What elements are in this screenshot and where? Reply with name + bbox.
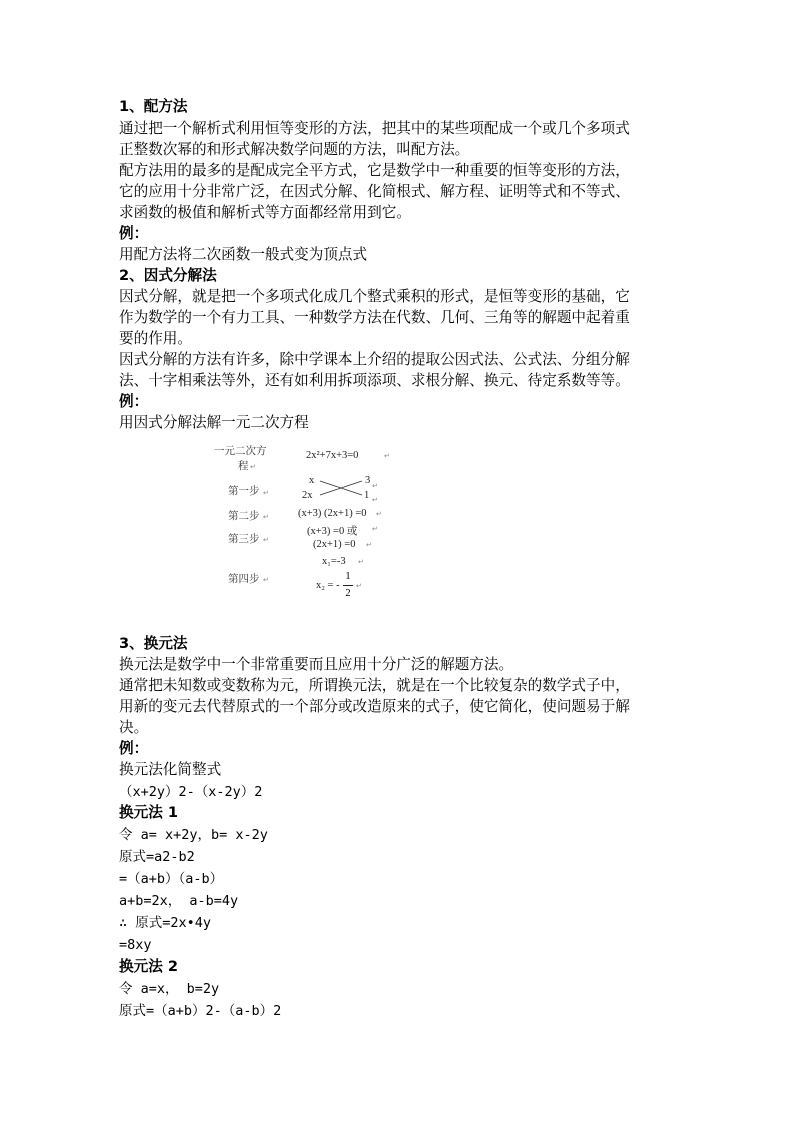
math-line: 原式=a2-b2 (119, 849, 195, 865)
math-line: =（a+b）（a-b） (119, 871, 224, 887)
paragraph-mark-icon: ↵ (356, 582, 362, 590)
paragraph-line: 通常把未知数或变数称为元，所谓换元法，就是在一个比较复杂的数学式子中， (119, 677, 630, 694)
paragraph-mark-icon: ↵ (372, 525, 378, 533)
paragraph-mark-icon: ↵ (263, 513, 269, 521)
paragraph-line: 它的应用十分非常广泛，在因式分解、化简根式、解方程、证明等式和不等式、 (119, 183, 630, 200)
example-text: 用因式分解法解一元二次方程 (119, 414, 309, 431)
math-line: a+b=2x， a-b=4y (119, 893, 239, 909)
paragraph-mark-icon: ↵ (372, 496, 378, 504)
step-expression: (2x+1) =0 (313, 539, 356, 550)
paragraph-mark-icon: ↵ (358, 558, 364, 566)
root-x1: x₁=-3 (322, 556, 346, 567)
paragraph-line: 换元法是数学中一个非常重要而且应用十分广泛的解题方法。 (119, 656, 514, 673)
paragraph-mark-icon: ↵ (263, 576, 269, 584)
example-text: 用配方法将二次函数一般式变为顶点式 (119, 246, 368, 263)
example-label: 例： (119, 225, 149, 242)
example-label: 例： (119, 393, 149, 410)
paragraph-line: 用新的变元去代替原式的一个部分或改造原来的式子，使它简化，使问题易于解 (119, 698, 630, 715)
paragraph-line: 作为数学的一个有力工具、一种数学方法在代数、几何、三角等的解题中起着重 (119, 309, 630, 326)
paragraph-mark-icon: ↵ (366, 541, 372, 549)
math-line: 令 a=x， b=2y (119, 981, 220, 997)
math-line: ∴ 原式=2x•4y (119, 915, 212, 931)
equation: 2x²+7x+3=0 (306, 450, 359, 461)
fraction-numerator: 1 (345, 571, 351, 582)
cross-term: x (309, 475, 315, 486)
step-label: 第三步 (228, 533, 260, 545)
fraction-bar (343, 585, 353, 586)
paragraph-line: 正整数次幂的和形式解决数学问题的方法，叫配方法。 (119, 141, 470, 158)
cross-term: 1 (364, 490, 370, 501)
math-line: 原式=（a+b）2-（a-b）2 (119, 1003, 282, 1019)
paragraph-line: 因式分解的方法有许多，除中学课本上介绍的提取公因式法、公式法、分组分解 (119, 351, 630, 368)
paragraph-mark-icon: ↵ (263, 489, 269, 497)
root-x2: x₂ = - (316, 580, 340, 591)
step-label: 一元二次方 (214, 445, 267, 457)
step-label: 第二步 (228, 510, 260, 522)
paragraph-line: 决。 (119, 719, 149, 736)
paragraph-line: 配方法用的最多的是配成完全平方式，它是数学中一种重要的恒等变形的方法， (119, 162, 630, 179)
paragraph-line: 通过把一个解析式利用恒等变形的方法，把其中的某些项配成一个或几个多项式 (119, 120, 630, 137)
step-expression: (x+3) =0 或 (307, 526, 358, 537)
paragraph-mark-icon: ↵ (372, 482, 378, 490)
paragraph-line: 求函数的极值和解析式等方面都经常用到它。 (119, 204, 411, 221)
math-expression: （x+2y）2-（x-2y）2 (119, 784, 263, 800)
math-line: =8xy (119, 937, 152, 953)
fraction-denominator: 2 (345, 588, 351, 599)
method-heading: 换元法 2 (119, 958, 179, 975)
method-heading: 换元法 1 (119, 804, 179, 821)
section-heading: 3、换元法 (119, 635, 188, 652)
paragraph-line: 因式分解，就是把一个多项式化成几个整式乘积的形式，是恒等变形的基础，它 (119, 288, 630, 305)
paragraph-mark-icon: ↵ (384, 452, 390, 460)
example-label: 例： (119, 740, 149, 757)
math-line: 令 a= x+2y，b= x-2y (119, 827, 268, 843)
paragraph-mark-icon: ↵ (376, 510, 382, 518)
cross-term: 3 (365, 475, 371, 486)
paragraph-mark-icon: ↵ (250, 463, 256, 471)
step-label: 第四步 (228, 573, 260, 585)
step-label: 程 (238, 460, 249, 472)
section-heading: 1、配方法 (119, 98, 188, 115)
paragraph-mark-icon: ↵ (263, 536, 269, 544)
paragraph-line: 法、十字相乘法等外，还有如利用拆项添项、求根分解、换元、待定系数等等。 (119, 372, 630, 389)
cross-multiplication-lines (318, 478, 364, 498)
example-text: 换元法化简整式 (119, 761, 222, 778)
paragraph-line: 要的作用。 (119, 330, 192, 347)
cross-term: 2x (302, 490, 313, 501)
step-expression: (x+3) (2x+1) =0 (298, 508, 367, 519)
section-heading: 2、因式分解法 (119, 267, 217, 284)
step-label: 第一步 (228, 485, 260, 497)
